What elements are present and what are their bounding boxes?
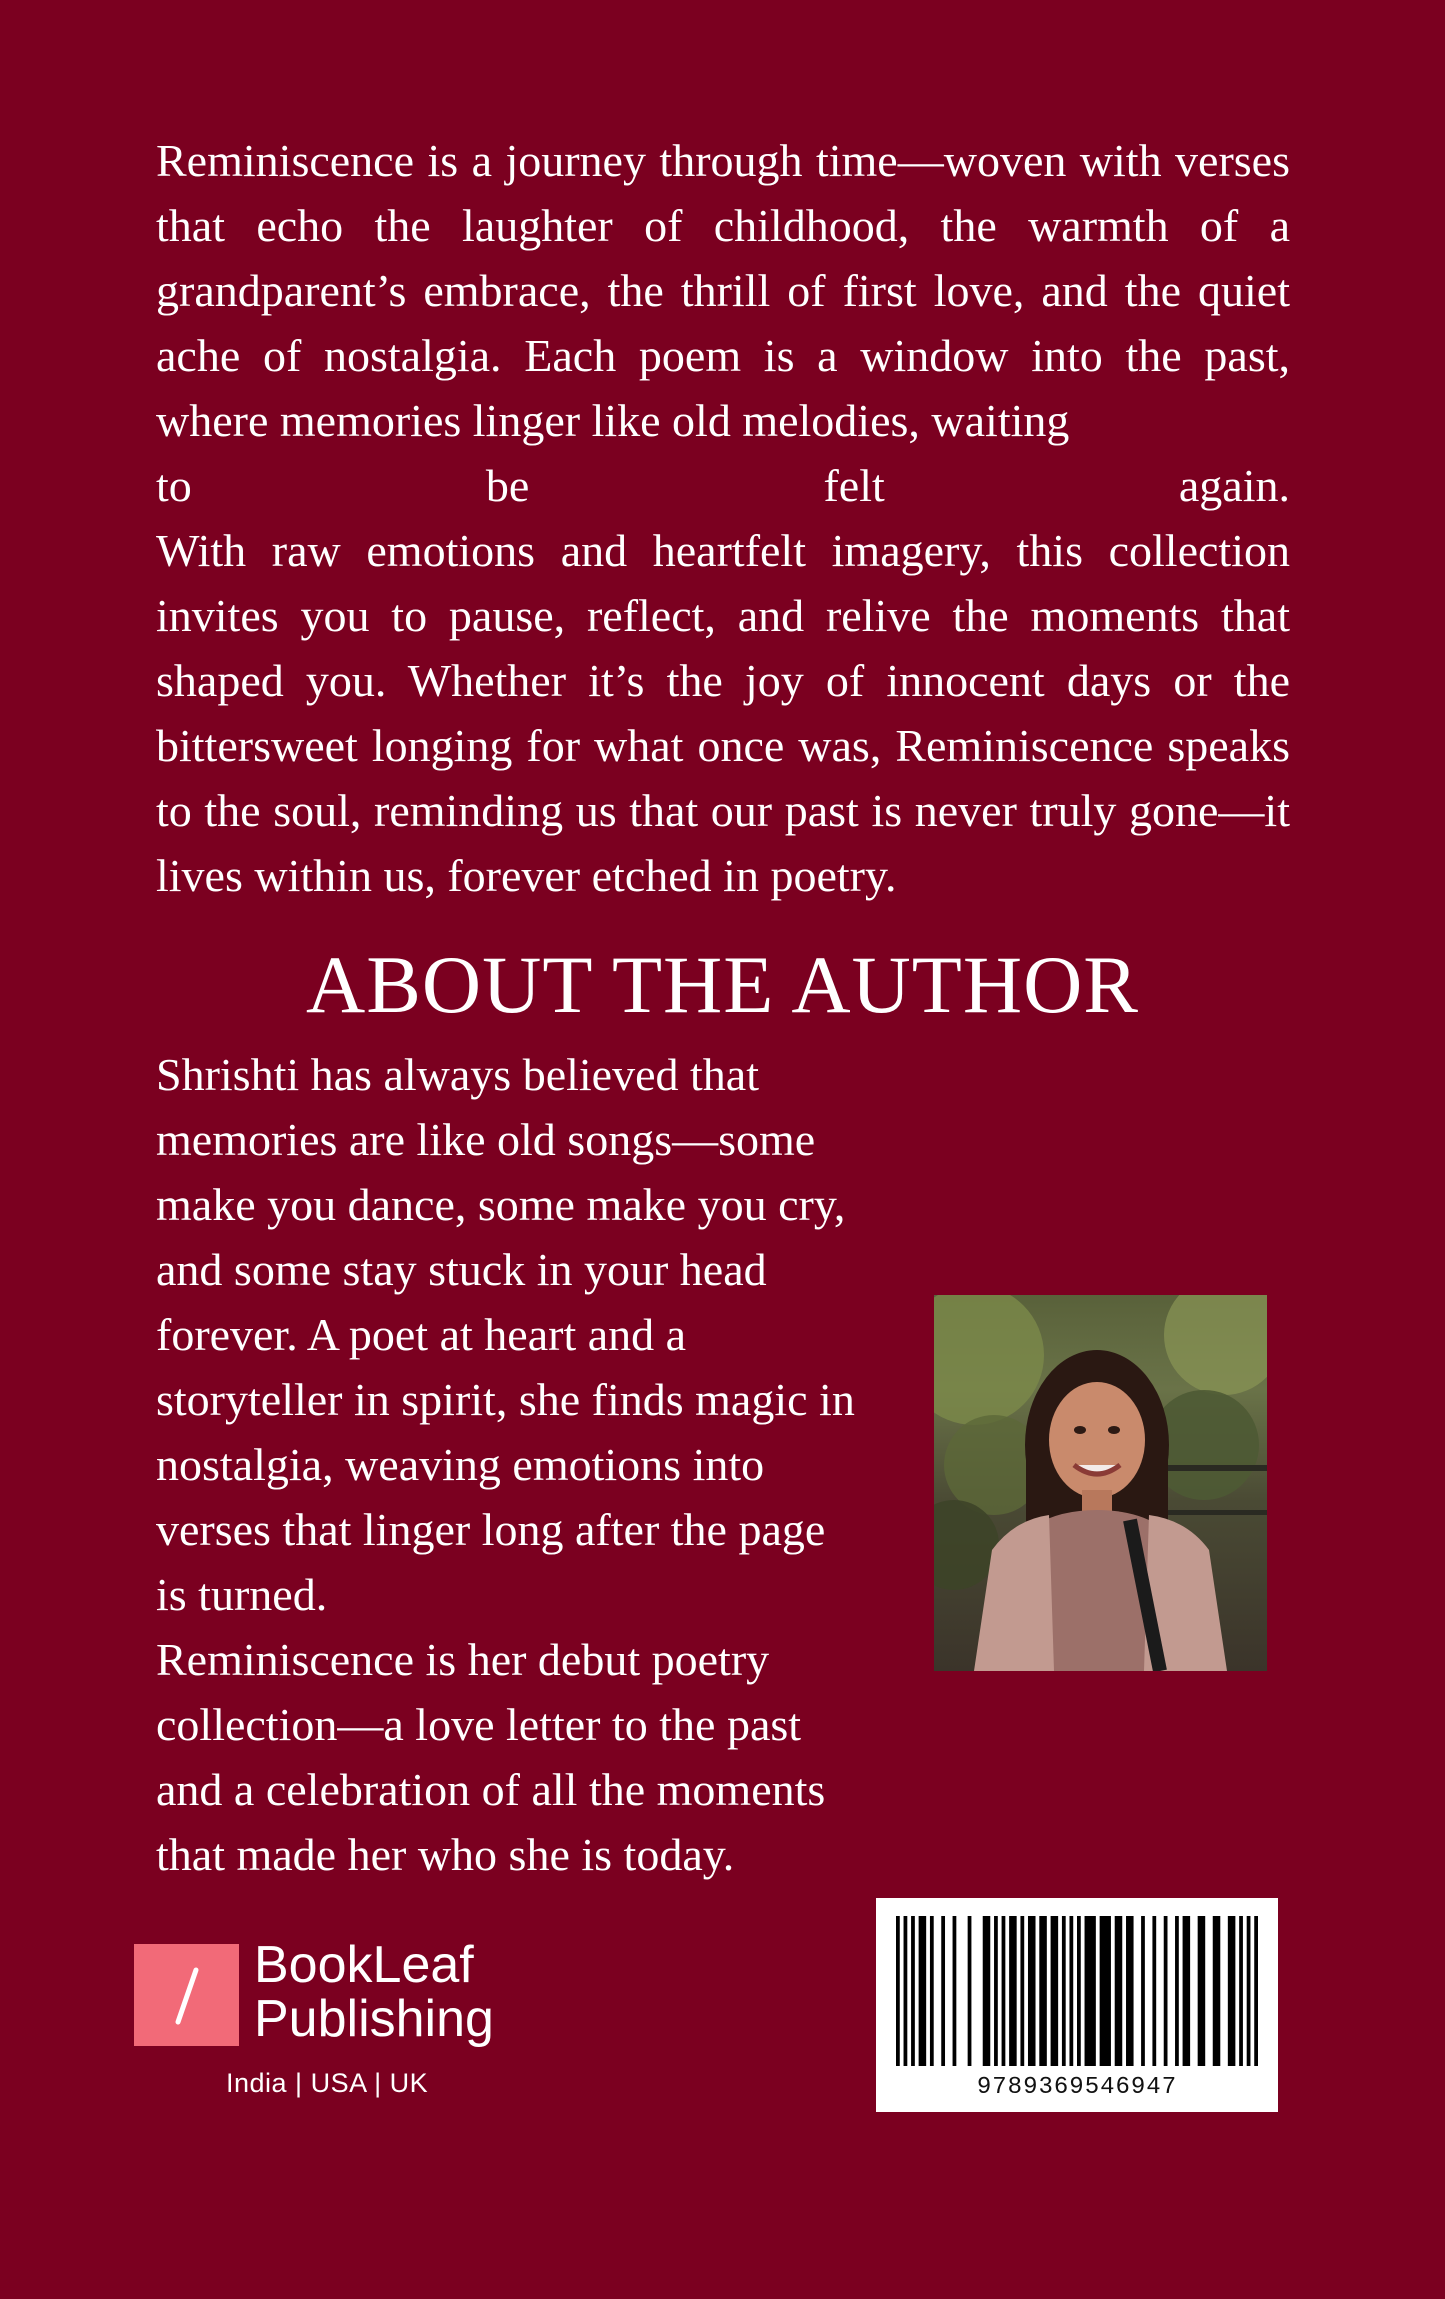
barcode-bar [1002,1916,1006,2066]
bio-line: Shrishti has always believed that [156,1049,759,1100]
barcode-bar [1100,1916,1111,2066]
bio-line: is turned. [156,1569,328,1620]
barcode-bar [1069,1916,1073,2066]
barcode-bar [1020,1916,1024,2066]
bio-line: memories are like old songs—some [156,1114,816,1165]
isbn-barcode [876,1898,1278,2112]
barcode-bars [896,1916,1258,2066]
bio-line: collection—a love letter to the past [156,1699,802,1750]
barcode-bar [1051,1916,1059,2066]
blurb-paragraph-1-tail: to be felt again. [156,460,1290,511]
barcode-bar [1152,1916,1156,2066]
slash-icon [134,1944,239,2046]
barcode-bar [994,1916,998,2066]
barcode-bar [1126,1916,1134,2066]
bio-line: and some stay stuck in your head [156,1244,767,1295]
barcode-bar [968,1916,972,2066]
author-photo-illustration [934,1295,1267,1671]
barcode-bar [1028,1916,1036,2066]
bio-line: that made her who she is today. [156,1829,735,1880]
author-photo [934,1295,1267,1671]
barcode-bar [1115,1916,1123,2066]
bio-line: forever. A poet at heart and a [156,1309,687,1360]
barcode-bar [1213,1916,1221,2066]
barcode-bar [1254,1916,1258,2066]
barcode-bar [896,1916,900,2066]
blurb-paragraph-1: Reminiscence is a journey through time—woven with verses that echo the laughter of childhood, the warmth of a grandparent’s embrace, the thrill of first love, and the quiet ache of nostalgia. Each poem is a window into the past, where memories linger like old melodies, waiting [156,135,1290,446]
barcode-bar [1039,1916,1047,2066]
barcode-bar [1239,1916,1243,2066]
publisher-mark [134,1944,239,2046]
barcode-bar [1247,1916,1251,2066]
publisher-logo [134,1936,554,2100]
barcode-bar [904,1916,908,2066]
barcode-bar [1175,1916,1179,2066]
barcode-bar [983,1916,991,2066]
barcode-bar [1077,1916,1081,2066]
barcode-bar [1085,1916,1096,2066]
publisher-name-line-2: Publishing [254,1990,494,2048]
blurb-paragraph-2: With raw emotions and heartfelt imagery, this collection invites you to pause, reflect, and relive the moments that shaped you. Whether it’s the joy of innocent days or the bittersweet longing for what once was, Reminiscence speaks to the soul, reminding us that our past is never truly gone—it lives within us, forever etched in poetry. [156,525,1290,901]
barcode-bar [1183,1916,1191,2066]
bio-line: storyteller in spirit, she finds magic in [156,1374,855,1425]
barcode-bar [1198,1916,1206,2066]
barcode-bar [1141,1916,1145,2066]
publisher-name-line-1: BookLeaf [254,1936,474,1994]
about-author-heading: ABOUT THE AUTHOR [306,939,1139,1030]
bio-line: nostalgia, weaving emotions into [156,1439,765,1490]
barcode-bar [1164,1916,1168,2066]
author-bio [156,1042,916,1887]
barcode-bar [953,1916,957,2066]
publisher-regions: India | USA | UK [226,2068,429,2098]
bio-line: and a celebration of all the moments [156,1764,826,1815]
publisher-name [254,1938,494,2046]
isbn-number: 9789369546947 [976,2074,1178,2101]
back-cover-blurb [156,128,1290,908]
barcode-bar [1009,1916,1017,2066]
barcode-bar [919,1916,927,2066]
barcode-bar [930,1916,934,2066]
barcode-bar [1062,1916,1066,2066]
bio-line: make you dance, some make you cry, [156,1179,846,1230]
barcode-bar [1228,1916,1236,2066]
barcode-bar [941,1916,945,2066]
bio-line: verses that linger long after the page [156,1504,826,1555]
barcode-bar [911,1916,915,2066]
bio-line: Reminiscence is her debut poetry [156,1634,770,1685]
